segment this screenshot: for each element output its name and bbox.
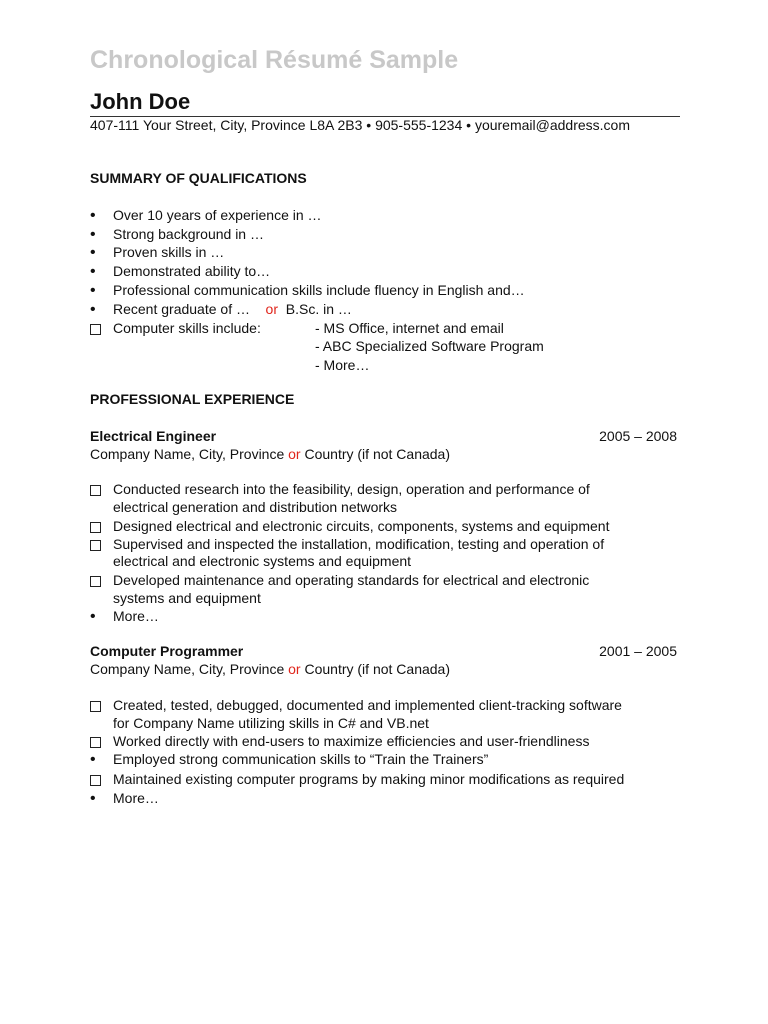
computer-skill-item: - MS Office, internet and email: [315, 320, 504, 336]
checkbox-icon: [90, 321, 106, 337]
bullet-icon: •: [90, 226, 96, 243]
bullet-icon: •: [90, 608, 96, 625]
checkbox-icon: [90, 698, 106, 714]
graduate-suffix: B.Sc. in …: [285, 301, 352, 317]
checkbox-icon: [90, 519, 106, 535]
checkbox-icon: [90, 734, 106, 750]
job-duty: Maintained existing computer programs by making minor modifications as required: [113, 771, 625, 787]
bullet-icon: •: [90, 282, 96, 299]
job-dates: 2005 – 2008: [599, 428, 677, 444]
summary-item: Professional communication skills include fluency in English and…: [113, 282, 525, 298]
checkbox-icon: [90, 772, 106, 788]
or-connector: or: [288, 661, 301, 677]
document-title: Chronological Résumé Sample: [90, 46, 459, 74]
job-duty: Conducted research into the feasibility, design, operation and performance of: [113, 481, 590, 497]
job-duty: Employed strong communication skills to “Train the Trainers”: [113, 751, 489, 767]
bullet-icon: •: [90, 263, 96, 280]
computer-skills-label: Computer skills include:: [113, 320, 261, 336]
job-duty: Supervised and inspected the installation, modification, testing and operation of: [113, 536, 605, 552]
summary-item: Proven skills in …: [113, 244, 225, 260]
bullet-icon: •: [90, 207, 96, 224]
summary-item: Demonstrated ability to…: [113, 263, 271, 279]
job-duty-continued: electrical and electronic systems and equipment: [113, 553, 412, 569]
job-duty-continued: systems and equipment: [113, 590, 261, 606]
job-dates: 2001 – 2005: [599, 643, 677, 659]
bullet-icon: •: [90, 301, 96, 318]
or-connector: or: [288, 446, 301, 462]
graduate-prefix: Recent graduate of …: [113, 301, 250, 317]
bullet-icon: •: [90, 790, 96, 807]
bullet-icon: •: [90, 244, 96, 261]
job-title: Electrical Engineer: [90, 428, 217, 444]
company-suffix: Country (if not Canada): [304, 446, 451, 462]
job-duty: Designed electrical and electronic circuits, components, systems and equipment: [113, 518, 610, 534]
job-duty-continued: for Company Name utilizing skills in C# and VB.net: [113, 715, 429, 731]
job-duty: Developed maintenance and operating standards for electrical and electronic: [113, 572, 590, 588]
checkbox-icon: [90, 482, 106, 498]
job-duty-continued: electrical generation and distribution networks: [113, 499, 398, 515]
job-duty-more: More…: [113, 790, 159, 806]
company-prefix: Company Name, City, Province: [90, 446, 285, 462]
job-duty-more: More…: [113, 608, 159, 624]
computer-skill-item: - More…: [315, 357, 370, 373]
summary-heading: SUMMARY OF QUALIFICATIONS: [90, 170, 307, 186]
contact-line: 407-111 Your Street, City, Province L8A 2B3 • 905-555-1234 • youremail@address.com: [90, 117, 630, 133]
summary-item-graduate: [113, 301, 352, 317]
summary-item: Over 10 years of experience in …: [113, 207, 322, 223]
candidate-name: John Doe: [90, 89, 191, 114]
or-connector: or: [265, 301, 278, 317]
computer-skill-item: - ABC Specialized Software Program: [315, 338, 544, 354]
job-duty: Created, tested, debugged, documented and implemented client-tracking software: [113, 697, 622, 713]
bullet-icon: •: [90, 751, 96, 768]
job-company: [90, 661, 450, 677]
checkbox-icon: [90, 537, 106, 553]
summary-item: Strong background in …: [113, 226, 264, 242]
checkbox-icon: [90, 573, 106, 589]
company-suffix: Country (if not Canada): [304, 661, 451, 677]
company-prefix: Company Name, City, Province: [90, 661, 285, 677]
job-duty: Worked directly with end-users to maximize efficiencies and user-friendliness: [113, 733, 590, 749]
experience-heading: PROFESSIONAL EXPERIENCE: [90, 391, 295, 407]
job-title: Computer Programmer: [90, 643, 244, 659]
job-company: [90, 446, 450, 462]
